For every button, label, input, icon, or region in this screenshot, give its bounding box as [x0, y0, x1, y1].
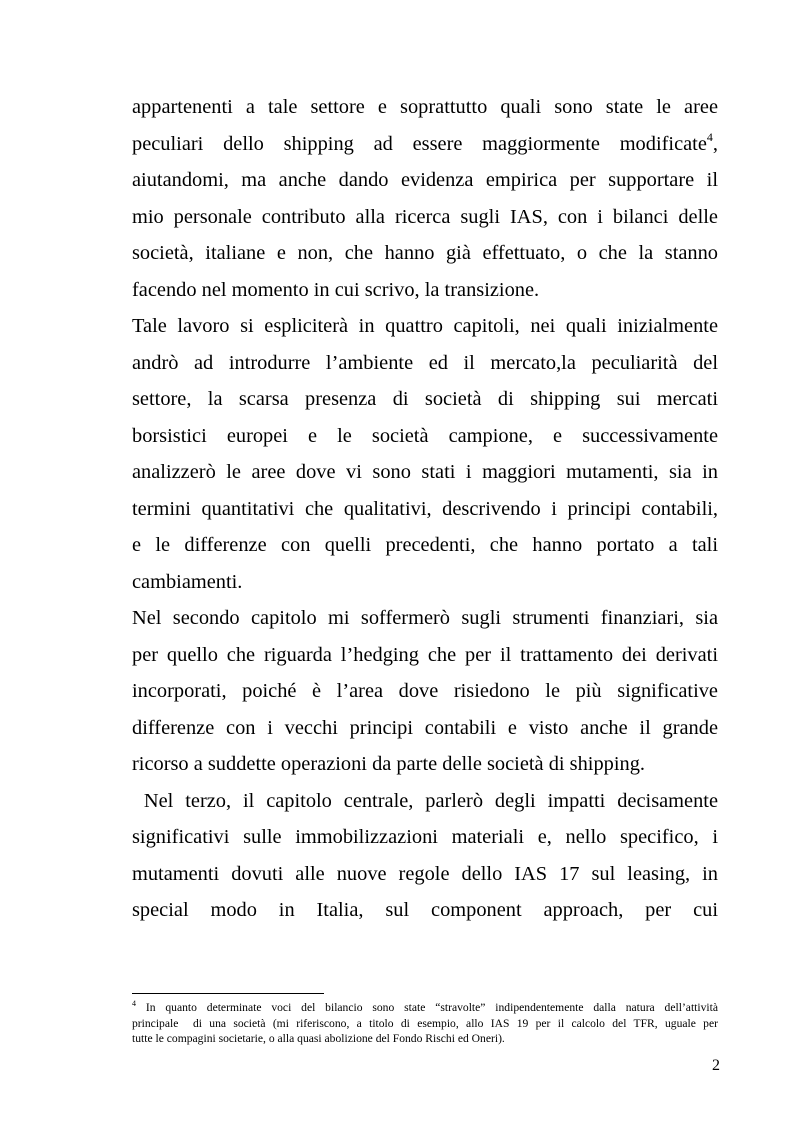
footnote-reference[interactable]: 4 — [706, 129, 713, 144]
body-line-text: peculiari dello shipping ad essere maggiormente modificate — [132, 132, 707, 155]
footnote-line: principale di una società (mi riferiscono, a titolo di esempio, allo IAS 19 per il calcolo del TFR, uguale per — [132, 1016, 718, 1030]
body-line: termini quantitativi che qualitativi, descrivendo i principi contabili, — [132, 497, 718, 520]
footnote-marker: 4 — [132, 999, 136, 1008]
body-line — [132, 126, 718, 163]
body-line: facendo nel momento in cui scrivo, la transizione. — [132, 278, 540, 301]
body-line: Nel terzo, il capitolo centrale, parlerò degli impatti decisamente — [132, 789, 718, 812]
body-line: e le differenze con quelli precedenti, che hanno portato a tali — [132, 534, 718, 556]
body-line: differenze con i vecchi principi contabili e visto anche il grande — [132, 716, 718, 739]
page-number: 2 — [712, 1057, 720, 1074]
footnote-line — [132, 1000, 718, 1016]
body-line-punctuation: , — [712, 132, 718, 155]
body-line: andrò ad introdurre l’ambiente ed il mercato,la peculiarità del — [132, 351, 718, 374]
body-line: Tale lavoro si espliciterà in quattro capitoli, nei quali inizialmente — [132, 315, 718, 337]
body-line: per quello che riguarda l’hedging che per il trattamento dei derivati — [132, 643, 718, 666]
body-line: borsistici europei e le società campione, e successivamente — [132, 424, 718, 447]
body-line: mutamenti dovuti alle nuove regole dello IAS 17 sul leasing, in — [132, 862, 718, 885]
body-line: mio personale contributo alla ricerca sugli IAS, con i bilanci delle — [132, 205, 718, 228]
body-line: Nel secondo capitolo mi soffermerò sugli strumenti finanziari, sia — [132, 607, 718, 629]
body-line: analizzerò le aree dove vi sono stati i maggiori mutamenti, sia in — [132, 461, 718, 483]
body-line: cambiamenti. — [132, 570, 243, 593]
footnote-line: tutte le compagini societarie, o alla quasi abolizione del Fondo Rischi ed Oneri). — [132, 1032, 505, 1045]
body-line: settore, la scarsa presenza di società di shipping sui mercati — [132, 388, 718, 410]
body-text — [132, 89, 718, 929]
body-line: società, italiane e non, che hanno già effettuato, o che la stanno — [132, 242, 718, 264]
body-line: aiutandomi, ma anche dando evidenza empirica per supportare il — [132, 169, 718, 191]
body-line: special modo in Italia, sul component approach, per cui — [132, 899, 718, 921]
body-line: incorporati, poiché è l’area dove risiedono le più significative — [132, 680, 718, 702]
footnote-text: In quanto determinate voci del bilancio sono state “stravolte” indipendentemente dalla natura dell’attività — [136, 1001, 718, 1014]
footnote — [132, 1000, 718, 1047]
body-line: appartenenti a tale settore e soprattutto quali sono state le aree — [132, 96, 718, 118]
body-line: significativi sulle immobilizzazioni materiali e, nello specifico, i — [132, 826, 718, 848]
body-line: ricorso a suddette operazioni da parte delle società di shipping. — [132, 753, 645, 775]
footnote-separator — [132, 993, 324, 994]
